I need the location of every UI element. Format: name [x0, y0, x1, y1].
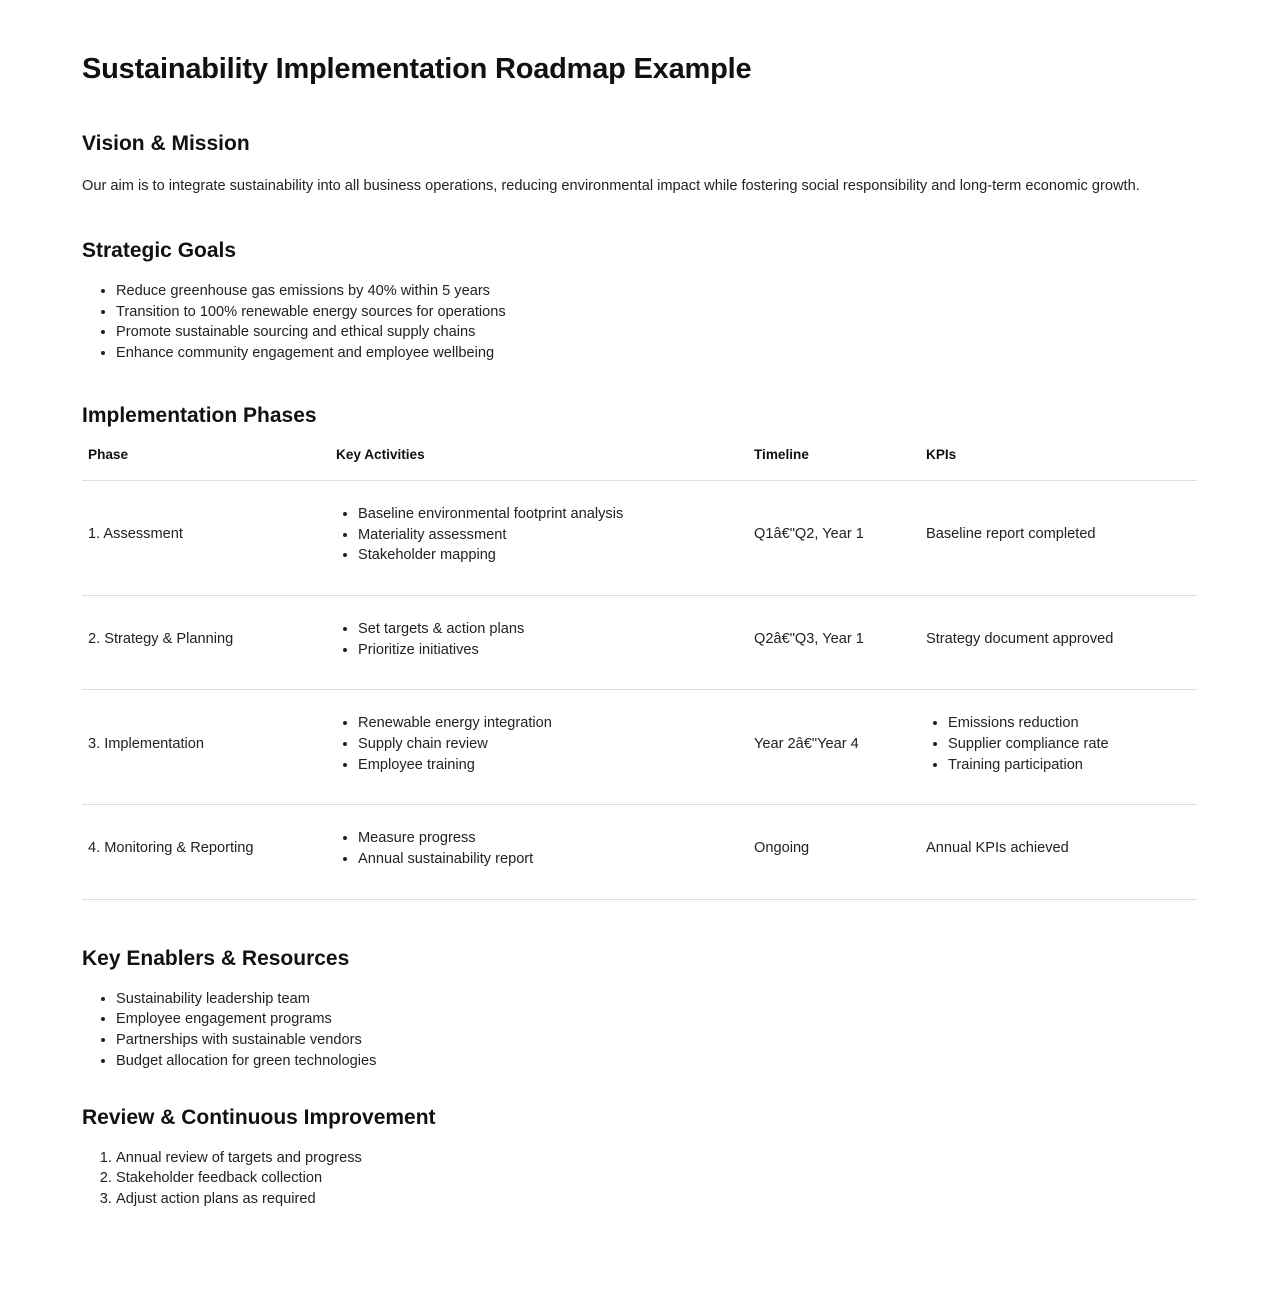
section-review-improvement: [82, 1105, 1198, 1209]
list-item: • Employee training: [358, 756, 738, 775]
list-item: • Training participation: [948, 756, 1187, 775]
cell-key-activities: [330, 690, 748, 805]
table-header-row: [82, 447, 1197, 481]
review-list: [82, 1149, 1198, 1209]
enablers-list: [82, 990, 1198, 1071]
kpi-value: Strategy document approved: [926, 631, 1114, 648]
list-item: • Promote sustainable sourcing and ethical supply chains: [116, 323, 1198, 342]
list-item: • Partnerships with sustainable vendors: [116, 1031, 1198, 1050]
table-row: [82, 480, 1197, 595]
list-item: • Annual sustainability report: [358, 850, 738, 869]
table-row: [82, 690, 1197, 805]
activities-list: [336, 829, 738, 868]
cell-phase: 1. Assessment: [82, 480, 330, 595]
cell-kpis: [920, 805, 1197, 899]
list-item: • Renewable energy integration: [358, 714, 738, 733]
list-item: • Baseline environmental footprint analysis: [358, 505, 738, 524]
vision-paragraph: Our aim is to integrate sustainability into all business operations, reducing environmental impact while fostering social responsibility and long-term economic growth.: [82, 178, 1140, 195]
list-item: • Measure progress: [358, 829, 738, 848]
section-heading-enablers: Key Enablers & Resources: [82, 946, 350, 970]
list-item: • Enhance community engagement and employee wellbeing: [116, 344, 1198, 363]
section-vision-mission: [82, 131, 1198, 198]
list-item: • Emissions reduction: [948, 714, 1187, 733]
cell-kpis: [920, 595, 1197, 689]
section-heading-vision: Vision & Mission: [82, 131, 250, 155]
cell-timeline: Q1â€"Q2, Year 1: [748, 480, 920, 595]
activities-list: [336, 505, 738, 565]
section-key-enablers: [82, 946, 1198, 1071]
list-item: • Stakeholder mapping: [358, 546, 738, 565]
cell-timeline: Q2â€"Q3, Year 1: [748, 595, 920, 689]
cell-phase: 4. Monitoring & Reporting: [82, 805, 330, 899]
list-item: • Supply chain review: [358, 735, 738, 754]
list-item: • Budget allocation for green technologies: [116, 1052, 1198, 1071]
section-heading-review: Review & Continuous Improvement: [82, 1105, 436, 1129]
page-title: Sustainability Implementation Roadmap Example: [82, 53, 752, 85]
strategic-goals-list: [82, 282, 1198, 363]
column-header-timeline: Timeline: [748, 447, 920, 481]
list-item: • Supplier compliance rate: [948, 735, 1187, 754]
list-item: • Set targets & action plans: [358, 620, 738, 639]
table-row: [82, 805, 1197, 899]
cell-key-activities: [330, 595, 748, 689]
kpis-list: [926, 714, 1187, 774]
kpi-value: Baseline report completed: [926, 526, 1096, 543]
cell-kpis: [920, 690, 1197, 805]
activities-list: [336, 620, 738, 659]
list-item: • Reduce greenhouse gas emissions by 40% within 5 years: [116, 282, 1198, 301]
cell-key-activities: [330, 480, 748, 595]
list-item: 1. Annual review of targets and progress: [116, 1149, 1198, 1168]
cell-phase: 3. Implementation: [82, 690, 330, 805]
list-item: 2. Stakeholder feedback collection: [116, 1169, 1198, 1188]
cell-key-activities: [330, 805, 748, 899]
implementation-phases-table: [82, 447, 1197, 900]
section-heading-phases: Implementation Phases: [82, 403, 317, 427]
kpi-value: Annual KPIs achieved: [926, 840, 1069, 857]
section-strategic-goals: [82, 238, 1198, 363]
cell-kpis: [920, 480, 1197, 595]
list-item: • Employee engagement programs: [116, 1010, 1198, 1029]
section-implementation-phases: [82, 403, 1198, 900]
cell-timeline: Ongoing: [748, 805, 920, 899]
list-item: • Materiality assessment: [358, 526, 738, 545]
cell-timeline: Year 2â€"Year 4: [748, 690, 920, 805]
list-item: • Prioritize initiatives: [358, 641, 738, 660]
table-row: [82, 595, 1197, 689]
column-header-phase: Phase: [82, 447, 330, 481]
cell-phase: 2. Strategy & Planning: [82, 595, 330, 689]
section-heading-strategic-goals: Strategic Goals: [82, 238, 237, 262]
list-item: • Sustainability leadership team: [116, 990, 1198, 1009]
activities-list: [336, 714, 738, 774]
list-item: • Transition to 100% renewable energy sources for operations: [116, 303, 1198, 322]
list-item: 3. Adjust action plans as required: [116, 1190, 1198, 1209]
column-header-key-activities: Key Activities: [330, 447, 748, 481]
column-header-kpis: KPIs: [920, 447, 1197, 481]
